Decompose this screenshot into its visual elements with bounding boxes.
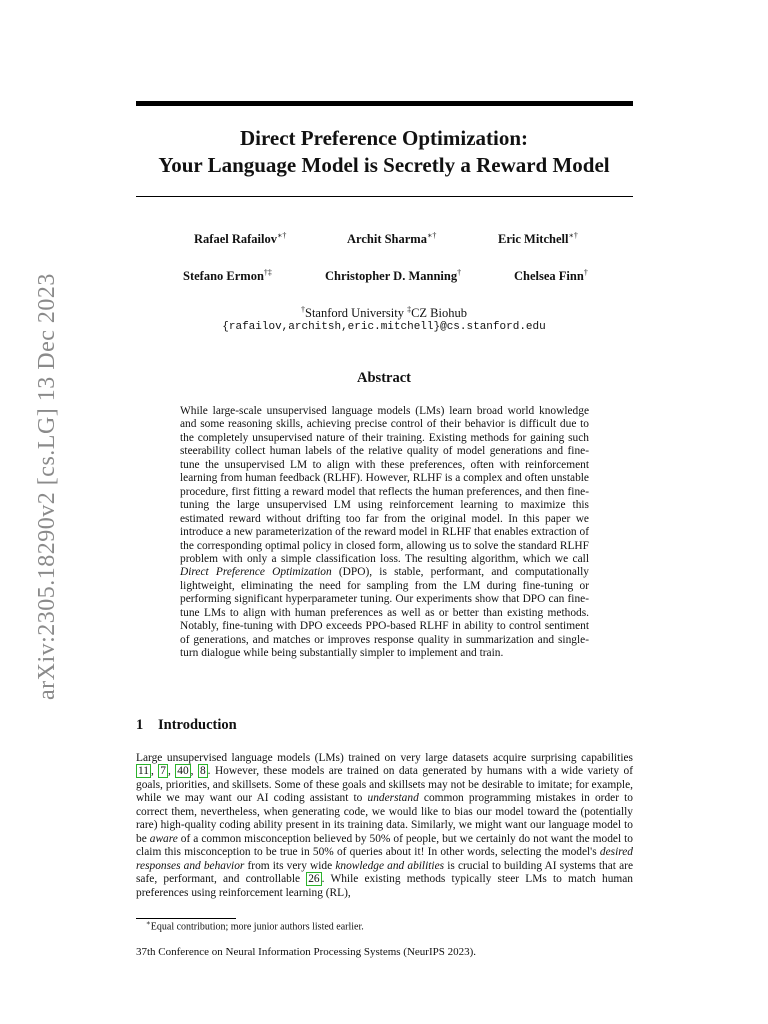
introduction-body: Large unsupervised language models (LMs) trained on very large datasets acquire surprising capabilities 11 , 7 , 40 , 8 . However, these models are trained on data generated by humans with a wide variety of goals, priorities, and skillsets. Some of these goals and skillsets may not be desirable to imitate; for example, while we may want our AI coding assistant to understand common programming mistakes in order to correct them, nevertheless, when generating code, we would like to bias our model toward the (potentially rare) high-quality coding ability present in its training data. Similarly, we might want our language model to be aware of a common misconception believed by 50% of people, but we certainly do not want the model to claim this misconception to be true in 50% of queries about it! In other words, selecting the model's desired responses and behavior from its very wide knowledge and abilities is crucial to building AI systems that are safe, performant, and controllable 26 . While existing methods typically steer LMs to match human preferences using reinforcement learning (RL),	[136, 752, 634, 899]
citation-link[interactable]: 8	[199, 765, 206, 778]
author-marks: †	[457, 268, 462, 277]
abstract-text: While large-scale unsupervised language models (LMs) learn broad world knowledge and some reasoning skills, achieving precise control of their behavior is difficult due to the completely unsupervised nature of their training. Existing methods for gaining such steerability collect human labels of the relative quality of model generations and fine-tune the unsupervised LM to align with these preferences, often with reinforcement learning from human feedback (RLHF). However, RLHF is a complex and often unstable procedure, first fitting a reward model that reflects the human preferences, and then fine-tuning the large unsupervised LM using reinforcement learning to maximize this estimated reward without drifting too far from the original model. In this paper we introduce a new parameterization of the reward model in RLHF that enables extraction of the corresponding optimal policy in closed form, allowing us to solve the standard RLHF problem with only a simple classification loss. The resulting algorithm, which we call	[180, 405, 589, 565]
author-mitchell	[498, 231, 578, 247]
title-bottom-rule	[136, 196, 633, 197]
affiliations	[0, 305, 768, 321]
citation-link[interactable]: 7	[160, 765, 166, 778]
intro-text: from its very wide	[244, 859, 336, 872]
author-finn	[514, 268, 588, 284]
citation-link[interactable]: 11	[138, 765, 149, 778]
citation-link[interactable]: 40	[177, 765, 189, 778]
intro-text: common programming mistakes in order to correct them, nevertheless, when generating code, we would like to bias our model toward the (potentially rare) high-quality coding ability present in its training data. Similarly, we might want our language model to be	[136, 792, 633, 845]
paper-title-line-2: Your Language Model is Secretly a Reward Model	[158, 153, 610, 177]
intro-emphasis: understand	[367, 792, 419, 805]
section-number: 1	[136, 717, 144, 733]
author-name: Eric Mitchell	[498, 232, 569, 247]
author-marks: ∗†	[276, 231, 287, 240]
author-marks: ∗†	[426, 231, 437, 240]
footnote	[146, 919, 364, 932]
affiliation-mark: ‡	[407, 305, 412, 314]
author-name: Stefano Ermon	[183, 269, 264, 284]
intro-emphasis: desired responses and behavior	[136, 846, 633, 872]
footnote-text: Equal contribution; more junior authors listed earlier.	[150, 921, 364, 933]
author-emails: {rafailov,architsh,eric.mitchell}@cs.stanford.edu	[222, 321, 546, 333]
author-marks: †‡	[263, 268, 272, 277]
abstract-body	[180, 405, 589, 661]
title-top-rule	[136, 101, 633, 106]
author-rafailov	[194, 231, 286, 247]
abstract-emphasis: Direct Preference Optimization	[180, 566, 332, 579]
intro-text: . However, these models are trained on data generated by humans with a wide variety of goals, priorities, and skillsets. Some of these goals and skillsets may not be desirable to imitate; for example, while we may want our AI coding assistant to	[136, 765, 634, 805]
intro-text: Large unsupervised language models (LMs) trained on very large datasets acquire surprising capabilities	[136, 752, 633, 764]
author-name: Rafael Rafailov	[194, 232, 277, 247]
affiliation-mark: †	[301, 305, 305, 314]
author-name: Christopher D. Manning	[325, 269, 458, 284]
section-title: Introduction	[158, 717, 237, 733]
arxiv-stamp: arXiv:2305.18290v2 [cs.LG] 13 Dec 2023	[34, 273, 60, 700]
intro-emphasis: aware	[149, 832, 178, 845]
citation-link[interactable]: 26	[308, 873, 320, 886]
footnote-mark: ∗	[146, 919, 151, 927]
author-marks: †	[583, 268, 588, 277]
author-sharma	[347, 231, 436, 247]
intro-text: is crucial to building AI systems that are safe, performant, and controllable	[136, 859, 633, 886]
author-manning	[325, 268, 461, 284]
intro-text: . While existing methods typically steer LMs to match human preferences using reinforcement learning (RL),	[136, 873, 634, 899]
paper-title-line-1: Direct Preference Optimization:	[239, 126, 529, 150]
author-ermon	[183, 268, 272, 284]
intro-emphasis: knowledge and abilities	[335, 859, 445, 872]
conference-note: 37th Conference on Neural Information Processing Systems (NeurIPS 2023).	[136, 946, 477, 958]
abstract-text: (DPO), is stable, performant, and computationally lightweight, eliminating the need for sampling from the LM during fine-tuning or performing significant hyperparameter tuning. Our experiments show that DPO can fine-tune LMs to align with human preferences as well as or better than existing methods. Notably, fine-tuning with DPO exceeds PPO-based RLHF in ability to control sentiment of generations, and matches or improves response quality in summarization and single-turn dialogue while being substantially simpler to implement and train.	[180, 566, 589, 660]
author-name: Archit Sharma	[347, 232, 427, 247]
author-name: Chelsea Finn	[514, 269, 584, 284]
intro-text: of a common misconception believed by 50% of people, but we certainly do not want the model to claim this misconception to be true in 50% of queries about it! In other words, selecting the model's	[136, 832, 633, 859]
affiliation-czbiohub: CZ Biohub	[411, 306, 467, 321]
abstract-heading: Abstract	[357, 370, 411, 386]
author-marks: ∗†	[568, 231, 578, 240]
affiliation-stanford: Stanford University	[305, 306, 404, 321]
